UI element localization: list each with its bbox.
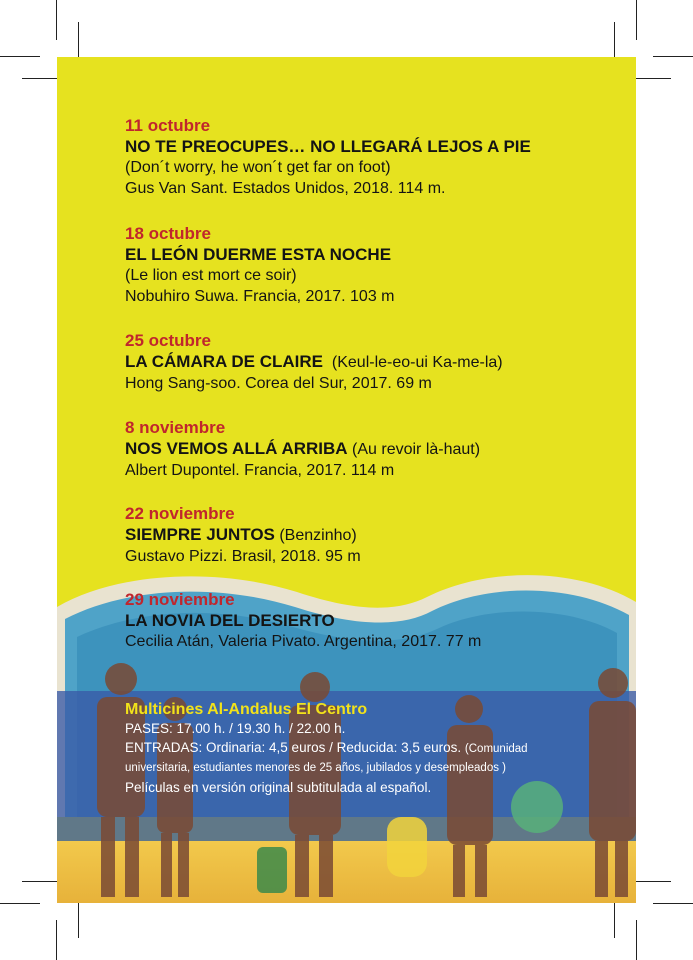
screening-credits: Albert Dupontel. Francia, 2017. 114 m [125,462,395,479]
screening-date: 11 octubre [125,116,211,135]
screening-3 [125,330,503,394]
crop-mark [78,898,79,938]
crop-mark [56,0,57,40]
screening-original-title: (Le lion est mort ce soir) [125,267,297,284]
crop-mark [614,898,615,938]
flyer [57,57,636,903]
screening-1 [125,115,531,199]
venue-name: Multicines Al-Andalus El Centro [125,701,368,718]
screening-date: 8 noviembre [125,418,226,437]
discount-note-continued: universitaria, estudiantes menores de 25 años, jubilados y desempleados ) [125,762,506,774]
screening-2 [125,223,394,307]
subtitles-note: Películas en versión original subtitulada al español. [125,780,432,795]
screening-date: 29 noviembre [125,590,235,609]
crop-mark [636,0,637,40]
showtimes: PASES: 17.00 h. / 19.30 h. / 22.00 h. [125,721,346,736]
screening-title: NO TE PREOCUPES… NO LLEGARÁ LEJOS A PIE [125,137,531,156]
crop-mark [653,903,693,904]
screening-credits: Gustavo Pizzi. Brasil, 2018. 95 m [125,548,361,565]
crop-mark [0,56,40,57]
crop-mark [56,920,57,960]
screening-6 [125,589,481,652]
screening-date: 22 noviembre [125,504,235,523]
screening-4 [125,417,480,481]
ticket-prices: ENTRADAS: Ordinaria: 4,5 euros / Reducida: 3,5 euros. [125,740,462,755]
screening-credits: Gus Van Sant. Estados Unidos, 2018. 114 m. [125,180,446,197]
venue-info [125,700,595,797]
screening-date: 18 octubre [125,224,211,243]
screening-title: LA CÁMARA DE CLAIRE [125,352,324,371]
crop-mark [653,56,693,57]
screening-title: LA NOVIA DEL DESIERTO [125,611,335,630]
crop-mark [614,22,615,62]
crop-mark [22,881,62,882]
screening-original-title: (Keul-le-eo-ui Ka-me-la) [331,354,503,371]
screening-credits: Cecilia Atán, Valeria Pivato. Argentina, 2017. 77 m [125,633,482,650]
screening-original-title: (Au revoir là-haut) [352,441,481,458]
discount-note: (Comunidad [464,743,528,755]
screening-credits: Hong Sang-soo. Corea del Sur, 2017. 69 m [125,375,432,392]
crop-mark [78,22,79,62]
crop-mark [631,78,671,79]
crop-mark [636,920,637,960]
screening-credits: Nobuhiro Suwa. Francia, 2017. 103 m [125,288,395,305]
screening-5 [125,503,361,567]
crop-mark [0,903,40,904]
screening-title: SIEMPRE JUNTOS [125,525,275,544]
crop-mark [631,881,671,882]
crop-mark [22,78,62,79]
screening-original-title: (Don´t worry, he won´t get far on foot) [125,159,391,176]
screening-date: 25 octubre [125,331,211,350]
screening-original-title: (Benzinho) [279,527,357,544]
screening-title: NOS VEMOS ALLÁ ARRIBA [125,439,348,458]
screening-title: EL LEÓN DUERME ESTA NOCHE [125,245,392,264]
